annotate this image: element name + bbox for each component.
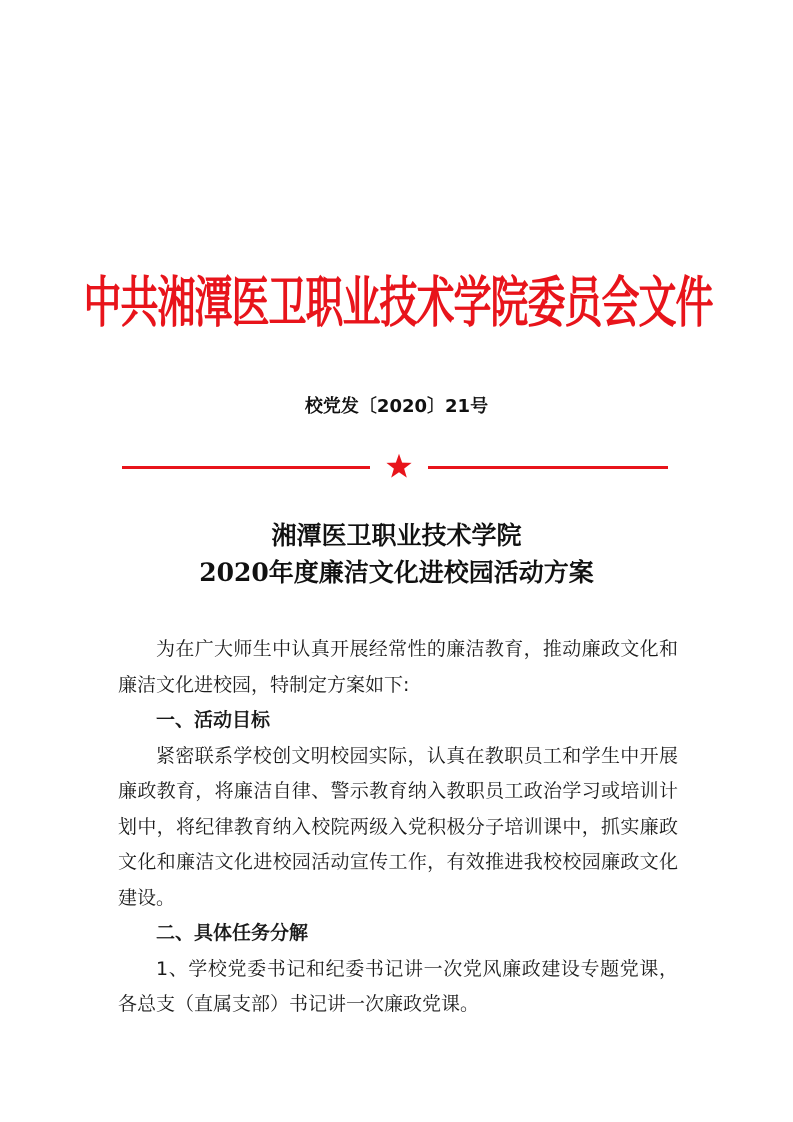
task-item-1: 1、学校党委书记和纪委书记讲一次党风廉政建设专题党课，各总支（直属支部）书记讲一次廉政党课。 bbox=[118, 957, 678, 1015]
divider-line-left bbox=[122, 466, 370, 469]
masthead-title: 中共湘潭医卫职业技术学院委员会文件 bbox=[83, 268, 713, 334]
section-heading-tasks: 二、具体任务分解 bbox=[156, 922, 309, 944]
document-body bbox=[118, 632, 678, 1023]
document-number: 校党发〔2020〕21号 bbox=[304, 396, 489, 417]
document-title-line1: 湘潭医卫职业技术学院 bbox=[271, 521, 522, 550]
section-heading-goals: 一、活动目标 bbox=[156, 709, 271, 731]
document-title-line2: 2020年度廉洁文化进校园活动方案 bbox=[199, 558, 594, 587]
goals-paragraph: 紧密联系学校创文明校园实际，认真在教职员工和学生中开展廉政教育，将廉洁自律、警示教育纳入教职员工政治学习或培训计划中，将纪律教育纳入校院两级入党积极分子培训课中，抓实廉政文化和廉洁文化进校园活动宣传工作，有效推进我校校园廉政文化建设。 bbox=[118, 744, 678, 909]
star-icon bbox=[385, 452, 413, 480]
intro-paragraph: 为在广大师生中认真开展经常性的廉洁教育，推动廉政文化和廉洁文化进校园，特制定方案如下: bbox=[118, 638, 678, 696]
divider-line-right bbox=[428, 466, 668, 469]
